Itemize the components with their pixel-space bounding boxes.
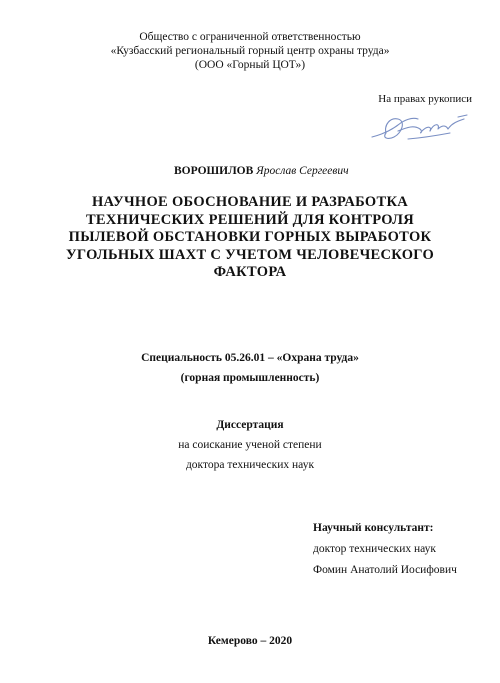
author-surname: ВОРОШИЛОВ — [174, 165, 254, 177]
dissertation-degree-line-1: на соискание ученой степени — [178, 439, 322, 451]
city-year: Кемерово – 2020 — [207, 635, 293, 647]
dissertation-degree-line-2: доктора технических наук — [185, 459, 315, 471]
specialty-branch: (горная промышленность) — [180, 372, 320, 384]
handwritten-signature — [368, 111, 473, 147]
title-line: ПЫЛЕВОЙ ОБСТАНОВКИ ГОРНЫХ ВЫРАБОТОК — [68, 229, 432, 245]
author-given-names: Ярослав Сергеевич — [256, 165, 349, 177]
dissertation-heading: Диссертация — [216, 419, 284, 431]
specialty-block — [0, 348, 500, 388]
organization-line-1: Общество с ограниченной ответственностью — [139, 31, 361, 43]
consultant-name: Фомин Анатолий Иосифович — [313, 564, 457, 576]
dissertation-title — [0, 194, 500, 282]
consultant-degree: доктор технических наук — [313, 543, 436, 555]
organization-block — [0, 30, 500, 72]
title-line: НАУЧНОЕ ОБОСНОВАНИЕ И РАЗРАБОТКА — [91, 194, 409, 210]
dissertation-block — [0, 415, 500, 475]
specialty-code: Специальность 05.26.01 – «Охрана труда» — [141, 352, 359, 364]
author-name — [174, 165, 349, 177]
consultant-block — [313, 518, 457, 581]
title-line: УГОЛЬНЫХ ШАХТ С УЧЕТОМ ЧЕЛОВЕЧЕСКОГО — [65, 246, 435, 263]
title-line: ТЕХНИЧЕСКИХ РЕШЕНИЙ ДЛЯ КОНТРОЛЯ — [85, 211, 415, 228]
manuscript-rights-label: На правах рукописи — [378, 93, 472, 105]
organization-line-3: (ООО «Горный ЦОТ») — [194, 59, 306, 71]
consultant-heading: Научный консультант: — [313, 522, 434, 534]
title-line: ФАКТОРА — [213, 264, 287, 280]
organization-line-2: «Кузбасский региональный горный центр охраны труда» — [110, 45, 390, 57]
